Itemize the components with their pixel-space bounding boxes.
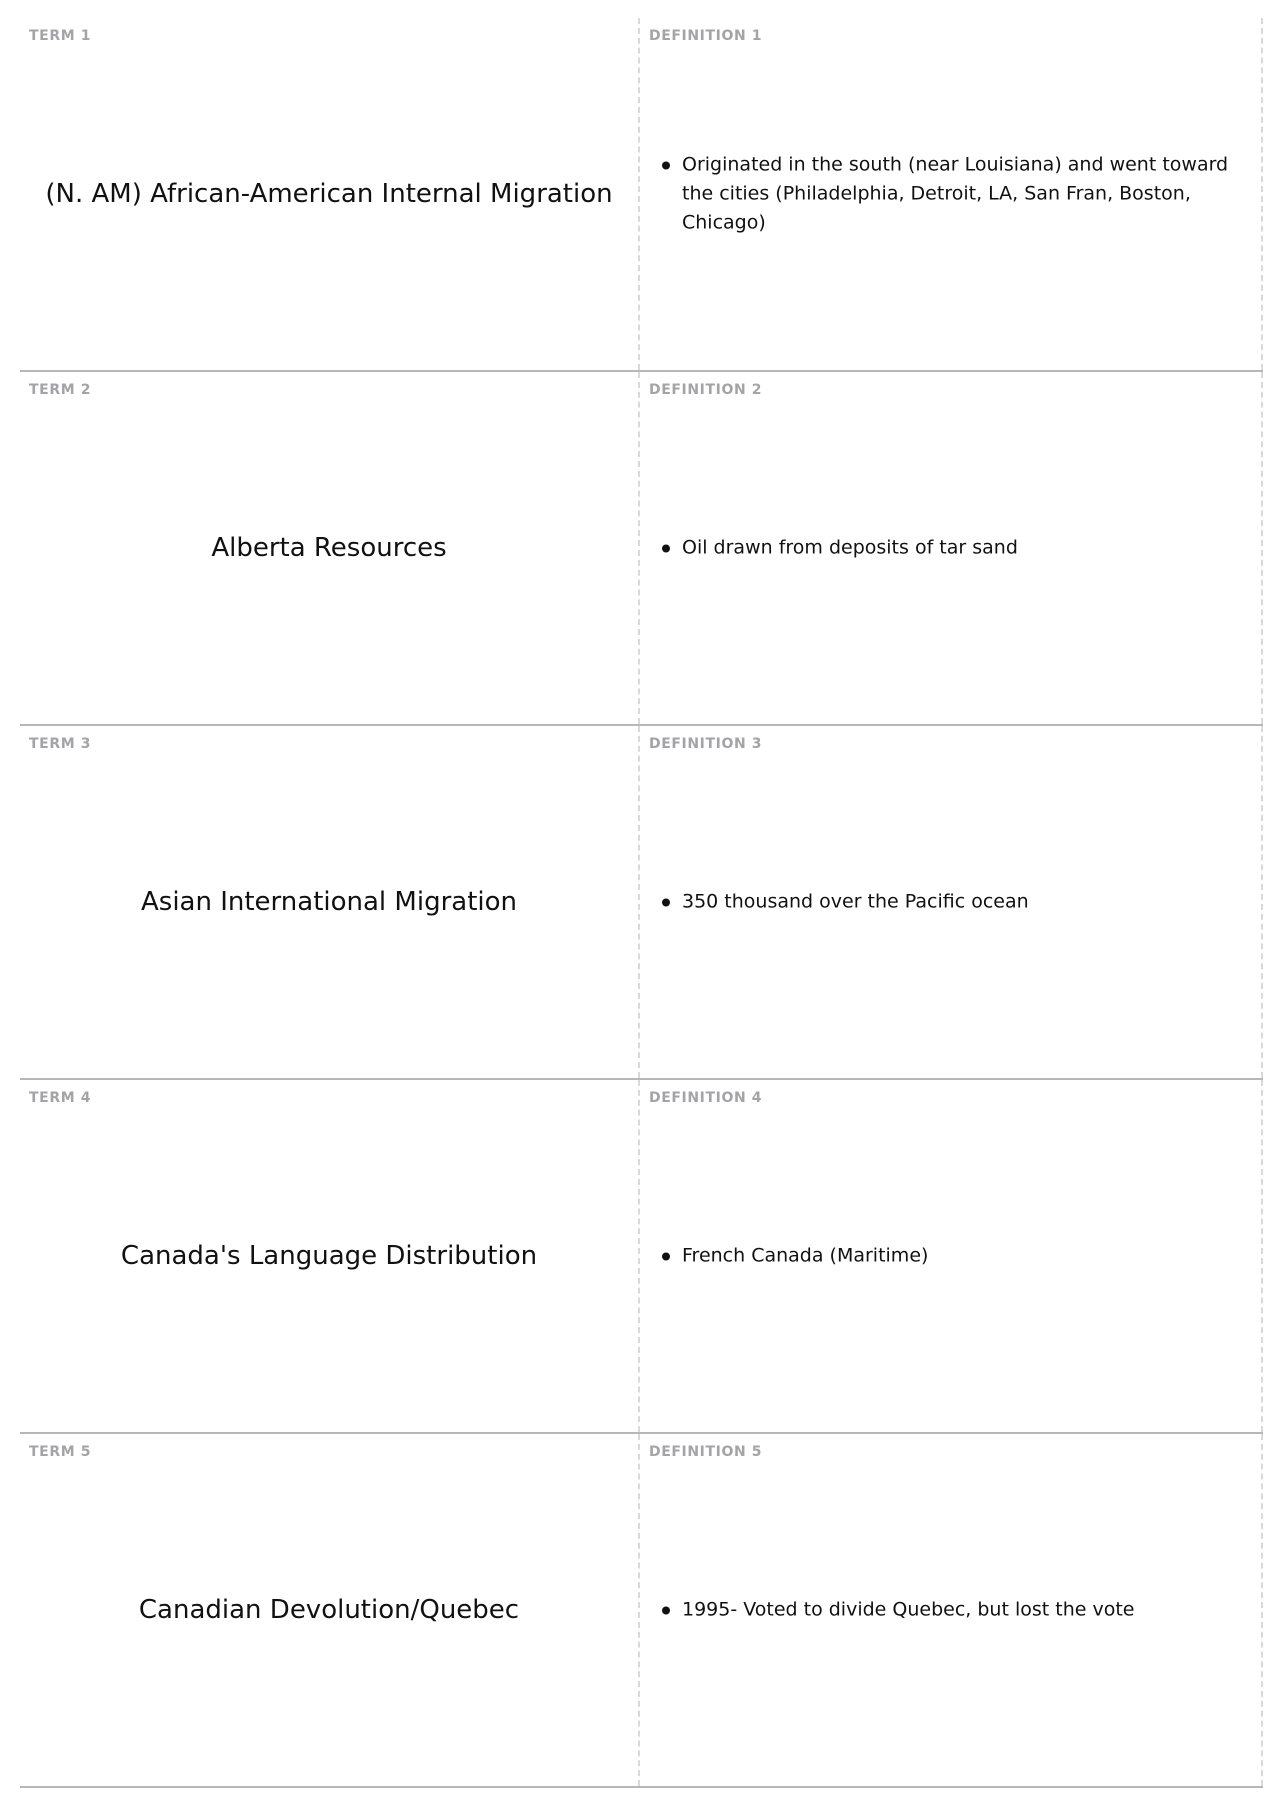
definition-list xyxy=(656,1596,1247,1625)
term-text: Canadian Devolution/Quebec xyxy=(138,1595,520,1625)
definition-bullet: 350 thousand over the Pacific ocean xyxy=(682,888,1247,917)
definition-bullet: Oil drawn from deposits of tar sand xyxy=(682,534,1247,563)
definition-label: DEFINITION 1 xyxy=(649,28,763,44)
definition-content xyxy=(656,1242,1247,1271)
definition-cell xyxy=(640,726,1263,1078)
definition-cell xyxy=(640,18,1263,370)
definition-bullet: Originated in the south (near Louisiana) and went toward the cities (Philadelphia, Detroit, LA, San Fran, Boston, Chicago) xyxy=(682,151,1247,238)
flashcard-sheet xyxy=(20,18,1263,1788)
term-cell xyxy=(20,1080,640,1432)
term-cell xyxy=(20,18,640,370)
definition-content xyxy=(656,888,1247,917)
card-row-4 xyxy=(20,1080,1263,1434)
definition-cell xyxy=(640,372,1263,724)
definition-label: DEFINITION 3 xyxy=(649,736,763,752)
card-row-1 xyxy=(20,18,1263,372)
definition-bullet: 1995- Voted to divide Quebec, but lost the vote xyxy=(682,1596,1247,1625)
definition-label: DEFINITION 4 xyxy=(649,1090,763,1106)
definition-cell xyxy=(640,1080,1263,1432)
term-label: TERM 5 xyxy=(29,1444,92,1460)
term-cell xyxy=(20,1434,640,1786)
term-cell xyxy=(20,372,640,724)
definition-content xyxy=(656,534,1247,563)
definition-label: DEFINITION 2 xyxy=(649,382,763,398)
definition-list xyxy=(656,888,1247,917)
definition-content xyxy=(656,1596,1247,1625)
term-cell xyxy=(20,726,640,1078)
card-row-3 xyxy=(20,726,1263,1080)
term-text: Asian International Migration xyxy=(140,887,518,917)
definition-list xyxy=(656,1242,1247,1271)
definition-list xyxy=(656,534,1247,563)
definition-list xyxy=(656,151,1247,238)
term-text: Canada's Language Distribution xyxy=(120,1241,538,1271)
term-label: TERM 4 xyxy=(29,1090,92,1106)
card-row-5 xyxy=(20,1434,1263,1788)
definition-cell xyxy=(640,1434,1263,1786)
term-label: TERM 3 xyxy=(29,736,92,752)
definition-bullet: French Canada (Maritime) xyxy=(682,1242,1247,1271)
term-label: TERM 1 xyxy=(29,28,92,44)
card-row-2 xyxy=(20,372,1263,726)
term-text: (N. AM) African-American Internal Migration xyxy=(45,179,613,209)
term-label: TERM 2 xyxy=(29,382,92,398)
term-text: Alberta Resources xyxy=(211,533,447,563)
definition-label: DEFINITION 5 xyxy=(649,1444,763,1460)
definition-content xyxy=(656,151,1247,238)
